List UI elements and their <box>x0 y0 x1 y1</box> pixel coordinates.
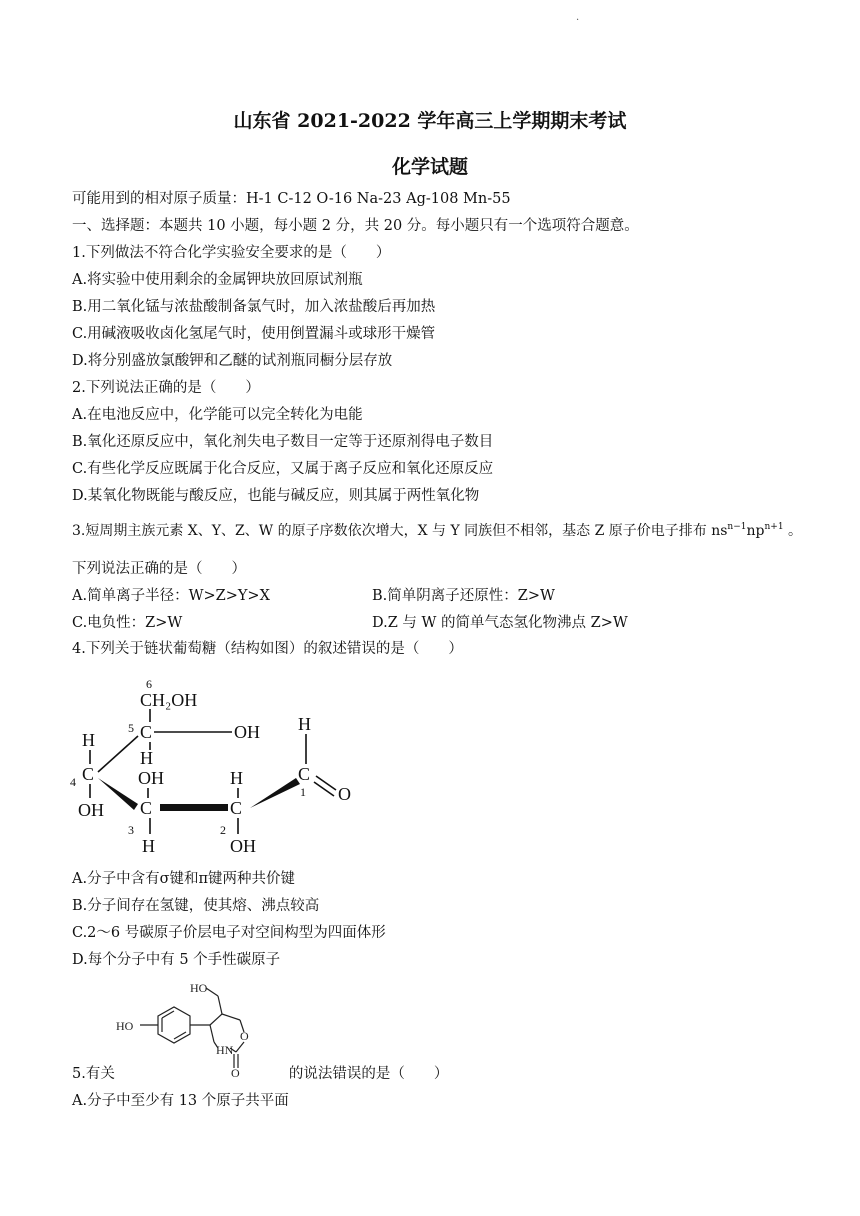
glucose-structure-diagram <box>66 672 366 862</box>
q3-superscript-1: n−1 <box>727 522 747 532</box>
q4-option-b: B.分子间存在氢键，使其熔、沸点较高 <box>72 898 320 914</box>
q5-stem <box>72 1065 448 1083</box>
q1-option-a: A.将实验中使用剩余的金属钾块放回原试剂瓶 <box>72 272 363 288</box>
q3-stem-text: 3.短周期主族元素 X、Y、Z、W 的原子序数依次增大，X 与 Y 同族但不相邻，基态 Z 原子价电子排布 ns <box>72 523 728 539</box>
amide-nh: HN <box>216 1043 234 1057</box>
carbon-4-oh: OH <box>78 800 104 820</box>
carbon-1-h: H <box>298 714 311 734</box>
q4-option-a: A.分子中含有σ键和π键两种共价键 <box>72 871 296 887</box>
ch2oh-group: CH₂OH <box>140 690 198 710</box>
q3-superscript-2: n+1 <box>764 522 784 532</box>
q1-option-c: C.用碱液吸收卤化氢尾气时，使用倒置漏斗或球形干燥管 <box>72 326 436 342</box>
ring-oxygen: O <box>240 1029 249 1043</box>
aldehyde-oxygen: O <box>338 784 351 804</box>
q4-stem: 4.下列关于链状葡萄糖（结构如图）的叙述错误的是（ ） <box>72 641 463 657</box>
carbon-2: C <box>230 798 243 818</box>
q3-option-a: A.简单离子半径：W>Z>Y>X <box>72 588 270 604</box>
page-subtitle: 化学试题 <box>391 156 468 178</box>
glucose-labels <box>70 677 351 856</box>
carbon-3-h: H <box>142 836 155 856</box>
glucose-wedge-bonds <box>98 778 300 811</box>
carbon-1: C <box>298 764 311 784</box>
section-heading: 一、选择题：本题共 10 小题，每小题 2 分，共 20 分。每小题只有一个选项符合题意。 <box>72 218 639 234</box>
q1-stem: 1.下列做法不符合化学实验安全要求的是（ ） <box>72 245 391 261</box>
q1-option-d: D.将分别盛放氯酸钾和乙醚的试剂瓶同橱分层存放 <box>72 353 393 369</box>
ring-oh-label: OH <box>234 722 260 742</box>
carbon-5: C <box>140 722 153 742</box>
q5-stem-end: 的说法错误的是（ ） <box>288 1066 449 1082</box>
q3-stem2: 下列说法正确的是（ ） <box>72 561 246 577</box>
carbon-2-number: 2 <box>220 823 226 837</box>
carbonyl-oxygen: O <box>231 1066 240 1078</box>
q2-option-a: A.在电池反应中，化学能可以完全转化为电能 <box>72 407 363 423</box>
q2-option-b: B.氧化还原反应中，氧化剂失电子数目一定等于还原剂得电子数目 <box>72 434 494 450</box>
q3-stem-np: np <box>746 523 765 539</box>
carbon-2-oh: OH <box>230 836 256 856</box>
q2-stem: 2.下列说法正确的是（ ） <box>72 380 260 396</box>
q3-stem-end: 。 <box>783 523 803 539</box>
q1-option-b: B.用二氧化锰与浓盐酸制备氯气时，加入浓盐酸后再加热 <box>72 299 436 315</box>
header-dot: . <box>576 12 580 23</box>
carbon-4-h: H <box>82 730 95 750</box>
carbon-1-number: 1 <box>300 785 306 799</box>
molecule-labels <box>116 981 249 1078</box>
q3-option-b: B.简单阴离子还原性：Z>W <box>372 588 555 604</box>
carbon-3-oh: OH <box>138 768 164 788</box>
molecule-structure-diagram <box>110 976 280 1078</box>
atomic-masses: 可能用到的相对原子质量：H-1 C-12 O-16 Na-23 Ag-108 Mn-55 <box>72 191 511 207</box>
carbon-4-number: 4 <box>70 775 76 789</box>
q5-option-a: A.分子中至少有 13 个原子共平面 <box>72 1093 289 1109</box>
carbon-5-h: H <box>140 748 153 768</box>
carbon-6-number: 6 <box>146 677 152 691</box>
phenol-ho: HO <box>116 1019 134 1033</box>
q3-stem <box>72 522 802 540</box>
carbon-5-number: 5 <box>128 721 134 735</box>
q3-option-c: C.电负性：Z>W <box>72 615 183 631</box>
carbon-3-number: 3 <box>128 823 134 837</box>
carbon-2-h: H <box>230 768 243 788</box>
q2-option-d: D.某氧化物既能与酸反应，也能与碱反应，则其属于两性氧化物 <box>72 488 480 504</box>
carbon-4: C <box>82 764 95 784</box>
q2-option-c: C.有些化学反应既属于化合反应，又属于离子反应和氧化还原反应 <box>72 461 494 477</box>
q3-option-d: D.Z 与 W 的简单气态氢化物沸点 Z>W <box>372 615 628 631</box>
hydroxymethyl-ho: HO <box>190 981 208 995</box>
q4-option-c: C.2～6 号碳原子价层电子对空间构型为四面体形 <box>72 925 386 941</box>
q5-stem-start: 5.有关 <box>72 1066 115 1082</box>
carbon-3: C <box>140 798 153 818</box>
page-title: 山东省 2021-2022 学年高三上学期期末考试 <box>233 110 627 132</box>
q4-option-d: D.每个分子中有 5 个手性碳原子 <box>72 952 281 968</box>
